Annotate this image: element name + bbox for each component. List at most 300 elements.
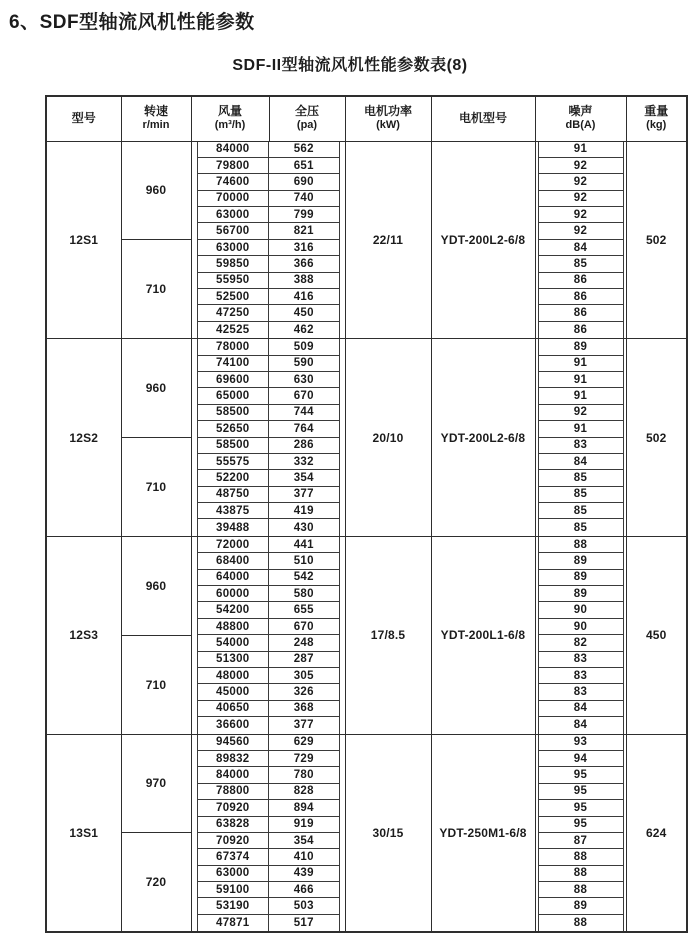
airflow-cell — [191, 570, 269, 586]
pressure-cell — [269, 849, 345, 865]
pressure-cell — [269, 519, 345, 536]
pressure-value: 326 — [269, 684, 340, 700]
airflow-value: 39488 — [197, 519, 270, 535]
pressure-cell — [269, 602, 345, 618]
noise-cell — [535, 800, 626, 816]
column-header-motor — [431, 96, 535, 141]
pressure-value: 410 — [269, 849, 340, 865]
speed-cell: 960 — [121, 141, 191, 240]
column-header-weight — [626, 96, 687, 141]
noise-cell — [535, 273, 626, 289]
noise-value: 91 — [538, 142, 624, 158]
noise-cell — [535, 619, 626, 635]
speed-cell: 960 — [121, 339, 191, 438]
pressure-value: 441 — [269, 537, 340, 553]
airflow-value: 52500 — [197, 289, 270, 305]
pressure-value: 740 — [269, 191, 340, 207]
airflow-value: 54200 — [197, 602, 270, 618]
column-header-speed-line2: r/min — [142, 119, 170, 132]
pressure-value: 354 — [269, 470, 340, 486]
noise-cell — [535, 734, 626, 751]
airflow-cell — [191, 668, 269, 684]
pressure-value: 828 — [269, 784, 340, 800]
airflow-cell — [191, 470, 269, 486]
pressure-value: 430 — [269, 519, 340, 535]
motor-model-cell: YDT-200L1-6/8 — [431, 536, 535, 734]
pressure-value: 580 — [269, 586, 340, 602]
noise-cell — [535, 141, 626, 158]
airflow-cell — [191, 388, 269, 404]
pressure-value: 305 — [269, 668, 340, 684]
column-header-pressure-line1: 全压 — [294, 104, 319, 119]
airflow-cell — [191, 635, 269, 651]
pressure-value: 517 — [269, 915, 340, 931]
pressure-value: 287 — [269, 652, 340, 668]
airflow-cell — [191, 817, 269, 833]
airflow-value: 63000 — [197, 866, 270, 882]
noise-value: 89 — [538, 339, 624, 355]
airflow-value: 58500 — [197, 438, 270, 454]
airflow-value: 79800 — [197, 158, 270, 174]
pressure-cell — [269, 273, 345, 289]
airflow-value: 67374 — [197, 849, 270, 865]
airflow-cell — [191, 519, 269, 536]
power-cell: 17/8.5 — [345, 536, 431, 734]
noise-value: 85 — [538, 256, 624, 272]
column-header-weight-line2: (kg) — [646, 119, 667, 132]
pressure-value: 368 — [269, 701, 340, 717]
airflow-cell — [191, 717, 269, 734]
weight-cell: 450 — [626, 536, 687, 734]
noise-value: 83 — [538, 684, 624, 700]
model-cell: 13S1 — [46, 734, 121, 932]
pressure-cell — [269, 289, 345, 305]
airflow-value: 78000 — [197, 339, 270, 355]
pressure-cell — [269, 586, 345, 602]
noise-value: 88 — [538, 915, 624, 931]
noise-cell — [535, 256, 626, 272]
column-header-noise-line2: dB(A) — [565, 119, 596, 132]
airflow-value: 45000 — [197, 684, 270, 700]
pressure-cell — [269, 570, 345, 586]
pressure-value: 764 — [269, 421, 340, 437]
pressure-value: 780 — [269, 767, 340, 783]
pressure-value: 894 — [269, 800, 340, 816]
airflow-value: 55950 — [197, 273, 270, 289]
motor-model-cell: YDT-200L2-6/8 — [431, 141, 535, 339]
table-body — [46, 141, 687, 932]
performance-table — [45, 95, 688, 933]
motor-model-cell: YDT-200L2-6/8 — [431, 339, 535, 537]
airflow-value: 59850 — [197, 256, 270, 272]
pressure-cell — [269, 438, 345, 454]
airflow-cell — [191, 586, 269, 602]
pressure-value: 466 — [269, 882, 340, 898]
airflow-value: 47250 — [197, 305, 270, 321]
airflow-cell — [191, 602, 269, 618]
pressure-value: 248 — [269, 635, 340, 651]
noise-value: 84 — [538, 701, 624, 717]
airflow-value: 63828 — [197, 817, 270, 833]
noise-cell — [535, 454, 626, 470]
noise-cell — [535, 174, 626, 190]
speed-cell: 970 — [121, 734, 191, 833]
noise-cell — [535, 898, 626, 914]
pressure-cell — [269, 421, 345, 437]
pressure-value: 670 — [269, 388, 340, 404]
pressure-value: 590 — [269, 356, 340, 372]
noise-cell — [535, 305, 626, 321]
noise-value: 90 — [538, 619, 624, 635]
airflow-cell — [191, 454, 269, 470]
noise-value: 92 — [538, 207, 624, 223]
noise-cell — [535, 191, 626, 207]
airflow-value: 42525 — [197, 322, 270, 338]
noise-cell — [535, 570, 626, 586]
airflow-value: 94560 — [197, 735, 270, 751]
pressure-cell — [269, 487, 345, 503]
pressure-value: 821 — [269, 223, 340, 239]
model-cell: 12S1 — [46, 141, 121, 339]
noise-value: 92 — [538, 174, 624, 190]
noise-cell — [535, 356, 626, 372]
noise-value: 95 — [538, 784, 624, 800]
noise-cell — [535, 602, 626, 618]
noise-cell — [535, 767, 626, 783]
pressure-value: 744 — [269, 405, 340, 421]
airflow-cell — [191, 339, 269, 356]
noise-value: 88 — [538, 849, 624, 865]
noise-value: 89 — [538, 586, 624, 602]
noise-value: 86 — [538, 305, 624, 321]
noise-value: 95 — [538, 800, 624, 816]
airflow-value: 63000 — [197, 207, 270, 223]
airflow-value: 70920 — [197, 800, 270, 816]
speed-cell: 960 — [121, 536, 191, 635]
pressure-cell — [269, 174, 345, 190]
airflow-value: 53190 — [197, 898, 270, 914]
pressure-value: 651 — [269, 158, 340, 174]
pressure-cell — [269, 635, 345, 651]
noise-cell — [535, 751, 626, 767]
pressure-cell — [269, 256, 345, 272]
pressure-cell — [269, 767, 345, 783]
noise-value: 83 — [538, 438, 624, 454]
noise-cell — [535, 684, 626, 700]
noise-cell — [535, 289, 626, 305]
airflow-value: 74100 — [197, 356, 270, 372]
noise-value: 86 — [538, 322, 624, 338]
airflow-cell — [191, 866, 269, 882]
pressure-value: 286 — [269, 438, 340, 454]
power-cell: 22/11 — [345, 141, 431, 339]
airflow-value: 64000 — [197, 570, 270, 586]
column-header-speed — [121, 96, 191, 141]
noise-value: 92 — [538, 158, 624, 174]
airflow-cell — [191, 438, 269, 454]
pressure-cell — [269, 207, 345, 223]
noise-value: 82 — [538, 635, 624, 651]
pressure-value: 439 — [269, 866, 340, 882]
table-row — [46, 339, 687, 356]
pressure-value: 655 — [269, 602, 340, 618]
airflow-cell — [191, 882, 269, 898]
noise-value: 83 — [538, 668, 624, 684]
pressure-cell — [269, 717, 345, 734]
pressure-cell — [269, 536, 345, 553]
column-header-speed-line1: 转速 — [143, 104, 168, 119]
column-header-power — [345, 96, 431, 141]
noise-cell — [535, 784, 626, 800]
pressure-value: 332 — [269, 454, 340, 470]
airflow-cell — [191, 405, 269, 421]
noise-value: 95 — [538, 767, 624, 783]
noise-value: 85 — [538, 503, 624, 519]
noise-value: 85 — [538, 470, 624, 486]
noise-cell — [535, 240, 626, 256]
pressure-cell — [269, 817, 345, 833]
pressure-value: 562 — [269, 142, 340, 158]
noise-cell — [535, 519, 626, 536]
noise-cell — [535, 635, 626, 651]
airflow-value: 40650 — [197, 701, 270, 717]
airflow-cell — [191, 191, 269, 207]
noise-cell — [535, 158, 626, 174]
pressure-value: 388 — [269, 273, 340, 289]
noise-cell — [535, 405, 626, 421]
airflow-cell — [191, 849, 269, 865]
noise-value: 84 — [538, 717, 624, 733]
pressure-value: 419 — [269, 503, 340, 519]
column-header-model — [46, 96, 121, 141]
pressure-cell — [269, 701, 345, 717]
table-row — [46, 536, 687, 553]
noise-value: 91 — [538, 388, 624, 404]
noise-cell — [535, 487, 626, 503]
noise-value: 84 — [538, 454, 624, 470]
airflow-value: 51300 — [197, 652, 270, 668]
pressure-value: 462 — [269, 322, 340, 338]
pressure-cell — [269, 898, 345, 914]
airflow-cell — [191, 684, 269, 700]
pressure-cell — [269, 322, 345, 339]
pressure-cell — [269, 191, 345, 207]
pressure-cell — [269, 784, 345, 800]
noise-value: 92 — [538, 405, 624, 421]
pressure-cell — [269, 158, 345, 174]
pressure-cell — [269, 372, 345, 388]
pressure-value: 503 — [269, 898, 340, 914]
noise-value: 88 — [538, 882, 624, 898]
noise-cell — [535, 717, 626, 734]
column-header-airflow-line2: (m³/h) — [214, 119, 246, 132]
airflow-value: 48800 — [197, 619, 270, 635]
noise-cell — [535, 915, 626, 932]
airflow-cell — [191, 141, 269, 158]
column-header-noise-line1: 噪声 — [568, 104, 593, 119]
airflow-cell — [191, 751, 269, 767]
noise-cell — [535, 207, 626, 223]
pressure-cell — [269, 866, 345, 882]
noise-value: 92 — [538, 191, 624, 207]
noise-cell — [535, 470, 626, 486]
table-header — [46, 96, 687, 141]
airflow-cell — [191, 503, 269, 519]
noise-value: 85 — [538, 487, 624, 503]
pressure-cell — [269, 454, 345, 470]
pressure-value: 670 — [269, 619, 340, 635]
pressure-cell — [269, 619, 345, 635]
noise-cell — [535, 339, 626, 356]
pressure-value: 366 — [269, 256, 340, 272]
airflow-cell — [191, 553, 269, 569]
noise-value: 91 — [538, 421, 624, 437]
column-header-airflow — [191, 96, 269, 141]
airflow-cell — [191, 372, 269, 388]
pressure-cell — [269, 503, 345, 519]
airflow-value: 59100 — [197, 882, 270, 898]
column-header-weight-line1: 重量 — [644, 104, 669, 119]
airflow-cell — [191, 619, 269, 635]
noise-cell — [535, 866, 626, 882]
airflow-cell — [191, 767, 269, 783]
pressure-value: 919 — [269, 817, 340, 833]
airflow-value: 78800 — [197, 784, 270, 800]
power-cell: 20/10 — [345, 339, 431, 537]
noise-cell — [535, 833, 626, 849]
pressure-cell — [269, 684, 345, 700]
airflow-value: 43875 — [197, 503, 270, 519]
pressure-cell — [269, 405, 345, 421]
airflow-value: 47871 — [197, 915, 270, 931]
noise-cell — [535, 223, 626, 239]
airflow-value: 84000 — [197, 142, 270, 158]
noise-value: 87 — [538, 833, 624, 849]
pressure-value: 729 — [269, 751, 340, 767]
airflow-value: 60000 — [197, 586, 270, 602]
table-row — [46, 734, 687, 751]
airflow-value: 84000 — [197, 767, 270, 783]
noise-value: 91 — [538, 356, 624, 372]
airflow-cell — [191, 536, 269, 553]
airflow-value: 70920 — [197, 833, 270, 849]
airflow-value: 63000 — [197, 240, 270, 256]
pressure-value: 377 — [269, 487, 340, 503]
airflow-value: 68400 — [197, 553, 270, 569]
pressure-cell — [269, 800, 345, 816]
airflow-cell — [191, 223, 269, 239]
weight-cell: 502 — [626, 141, 687, 339]
column-header-pressure-line2: (pa) — [296, 119, 318, 132]
noise-value: 86 — [538, 289, 624, 305]
airflow-cell — [191, 898, 269, 914]
pressure-value: 377 — [269, 717, 340, 733]
pressure-cell — [269, 882, 345, 898]
weight-cell: 624 — [626, 734, 687, 932]
airflow-value: 65000 — [197, 388, 270, 404]
noise-value: 83 — [538, 652, 624, 668]
column-header-pressure — [269, 96, 345, 141]
airflow-value: 54000 — [197, 635, 270, 651]
model-cell: 12S2 — [46, 339, 121, 537]
airflow-cell — [191, 734, 269, 751]
pressure-cell — [269, 833, 345, 849]
column-header-power-line2: (kW) — [376, 119, 400, 132]
pressure-cell — [269, 668, 345, 684]
column-header-motor-line1: 电机型号 — [458, 111, 507, 126]
column-header-noise — [535, 96, 626, 141]
airflow-cell — [191, 158, 269, 174]
noise-cell — [535, 882, 626, 898]
noise-cell — [535, 817, 626, 833]
airflow-cell — [191, 256, 269, 272]
airflow-cell — [191, 915, 269, 932]
airflow-cell — [191, 207, 269, 223]
airflow-value: 56700 — [197, 223, 270, 239]
noise-cell — [535, 652, 626, 668]
noise-cell — [535, 322, 626, 339]
airflow-cell — [191, 174, 269, 190]
noise-value: 94 — [538, 751, 624, 767]
noise-cell — [535, 701, 626, 717]
pressure-cell — [269, 305, 345, 321]
airflow-value: 70000 — [197, 191, 270, 207]
airflow-value: 52650 — [197, 421, 270, 437]
airflow-value: 69600 — [197, 372, 270, 388]
pressure-value: 510 — [269, 553, 340, 569]
table-title: SDF-II型轴流风机性能参数表(8) — [232, 57, 468, 74]
pressure-cell — [269, 751, 345, 767]
pressure-value: 450 — [269, 305, 340, 321]
airflow-cell — [191, 356, 269, 372]
pressure-value: 416 — [269, 289, 340, 305]
pressure-cell — [269, 388, 345, 404]
airflow-cell — [191, 701, 269, 717]
pressure-cell — [269, 553, 345, 569]
table-row — [46, 141, 687, 158]
power-cell: 30/15 — [345, 734, 431, 932]
column-header-power-line1: 电机功率 — [363, 104, 412, 119]
airflow-value: 36600 — [197, 717, 270, 733]
speed-cell: 720 — [121, 833, 191, 932]
speed-cell: 710 — [121, 635, 191, 734]
airflow-cell — [191, 487, 269, 503]
pressure-value: 509 — [269, 339, 340, 355]
pressure-cell — [269, 240, 345, 256]
airflow-cell — [191, 305, 269, 321]
model-cell: 12S3 — [46, 536, 121, 734]
noise-cell — [535, 553, 626, 569]
airflow-cell — [191, 652, 269, 668]
pressure-cell — [269, 652, 345, 668]
pressure-value: 629 — [269, 735, 340, 751]
table-header-row — [46, 96, 687, 141]
pressure-value: 542 — [269, 570, 340, 586]
airflow-value: 55575 — [197, 454, 270, 470]
noise-value: 88 — [538, 537, 624, 553]
pressure-cell — [269, 339, 345, 356]
airflow-cell — [191, 784, 269, 800]
noise-value: 89 — [538, 553, 624, 569]
noise-cell — [535, 536, 626, 553]
pressure-value: 354 — [269, 833, 340, 849]
noise-value: 95 — [538, 817, 624, 833]
airflow-cell — [191, 289, 269, 305]
pressure-cell — [269, 141, 345, 158]
column-header-model-line1: 型号 — [71, 111, 96, 126]
pressure-value: 690 — [269, 174, 340, 190]
noise-value: 90 — [538, 602, 624, 618]
